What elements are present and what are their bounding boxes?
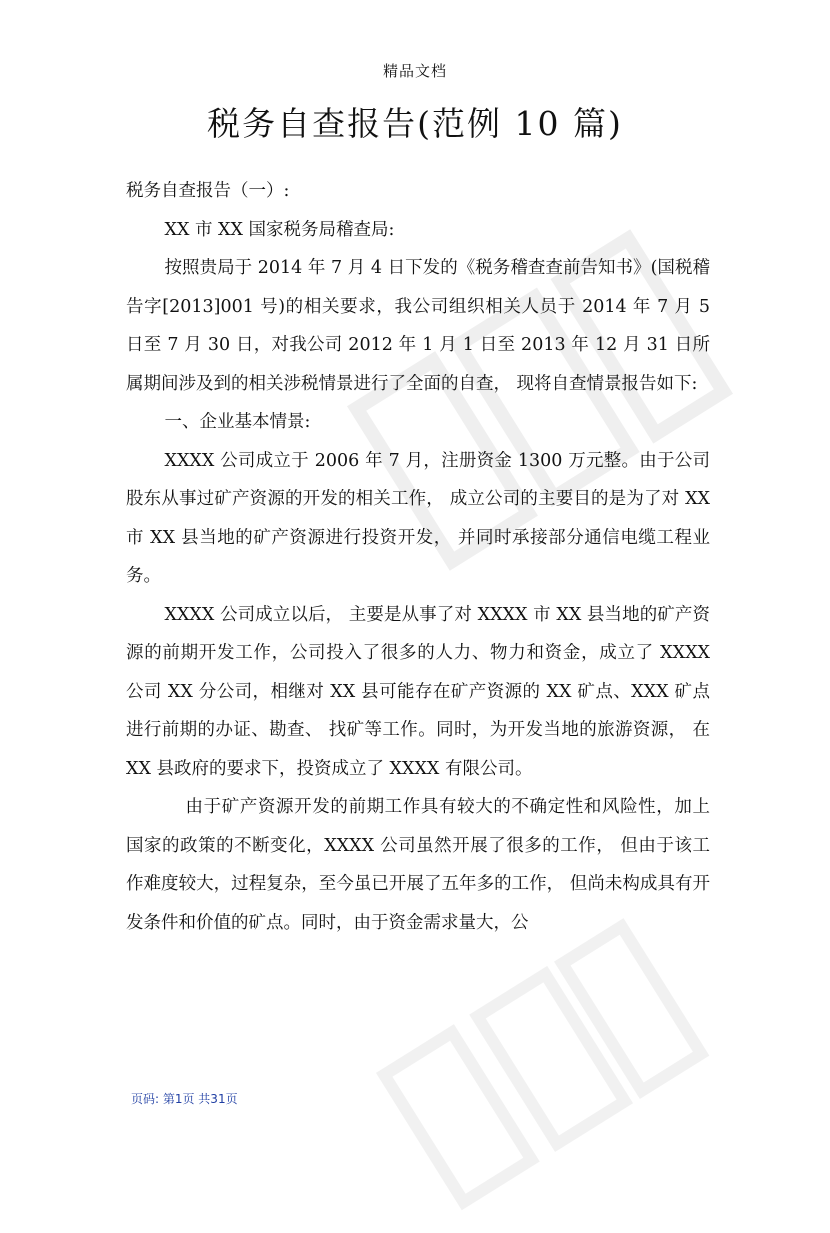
paragraph-company-activities: XXXX 公司成立以后， 主要是从事了对 XXXX 市 XX 县当地的矿产资源的前期开发工作，公司投入了很多的人力、物力和资金，成立了 XXXX 公司 XX 分公司，相继对 XX 县可能存在矿产资源的 XX 矿点、XXX 矿点进行前期的办证、勘查、 找矿等工作。同时，为开发当地的旅游资源， 在 XX 县政府的要求下，投资成立了 XXXX 有限公司。 (126, 604, 710, 779)
document-header-tag: 精品文档 (382, 62, 447, 80)
section-heading-basic-info: 一、企业基本情景: (164, 412, 311, 432)
paragraph-addressee: XX 市 XX 国家税务局稽查局: (164, 219, 395, 240)
paragraph-intro: 按照贵局于 2014 年 7 月 4 日下发的《税务稽查查前告知书》(国税稽告字[2013]001 号)的相关要求，我公司组织相关人员于 2014 年 7 月 5 日至 7 月 30 日，对我公司 2012 年 1 月 1 日至 2013 年 12 月 31 日所属期间涉及到的相关涉税情景进行了全面的自查， 现将自查情景报告如下: (126, 258, 710, 394)
page-number-footer: 页码: 第1页 共31页 (131, 1092, 238, 1106)
paragraph-risk: 由于矿产资源开发的前期工作具有较大的不确定性和风险性，加上国家的政策的不断变化，XXXX 公司虽然开展了很多的工作， 但由于该工作难度较大，过程复杂，至今虽已开展了五年多的工作， 但尚未构成具有开发条件和价值的矿点。同时，由于资金需求量大，公 (126, 797, 710, 933)
section-label: 税务自查报告（一）: (126, 181, 290, 201)
document-body (126, 172, 710, 942)
paragraph-company-founding: XXXX 公司成立于 2006 年 7 月，注册资金 1300 万元整。由于公司股东从事过矿产资源的开发的相关工作， 成立公司的主要目的是为了对 XX 市 XX 县当地的矿产资源进行投资开发， 并同时承接部分通信电缆工程业务。 (126, 450, 710, 586)
document-title: 税务自查报告(范例 10 篇) (207, 104, 623, 143)
